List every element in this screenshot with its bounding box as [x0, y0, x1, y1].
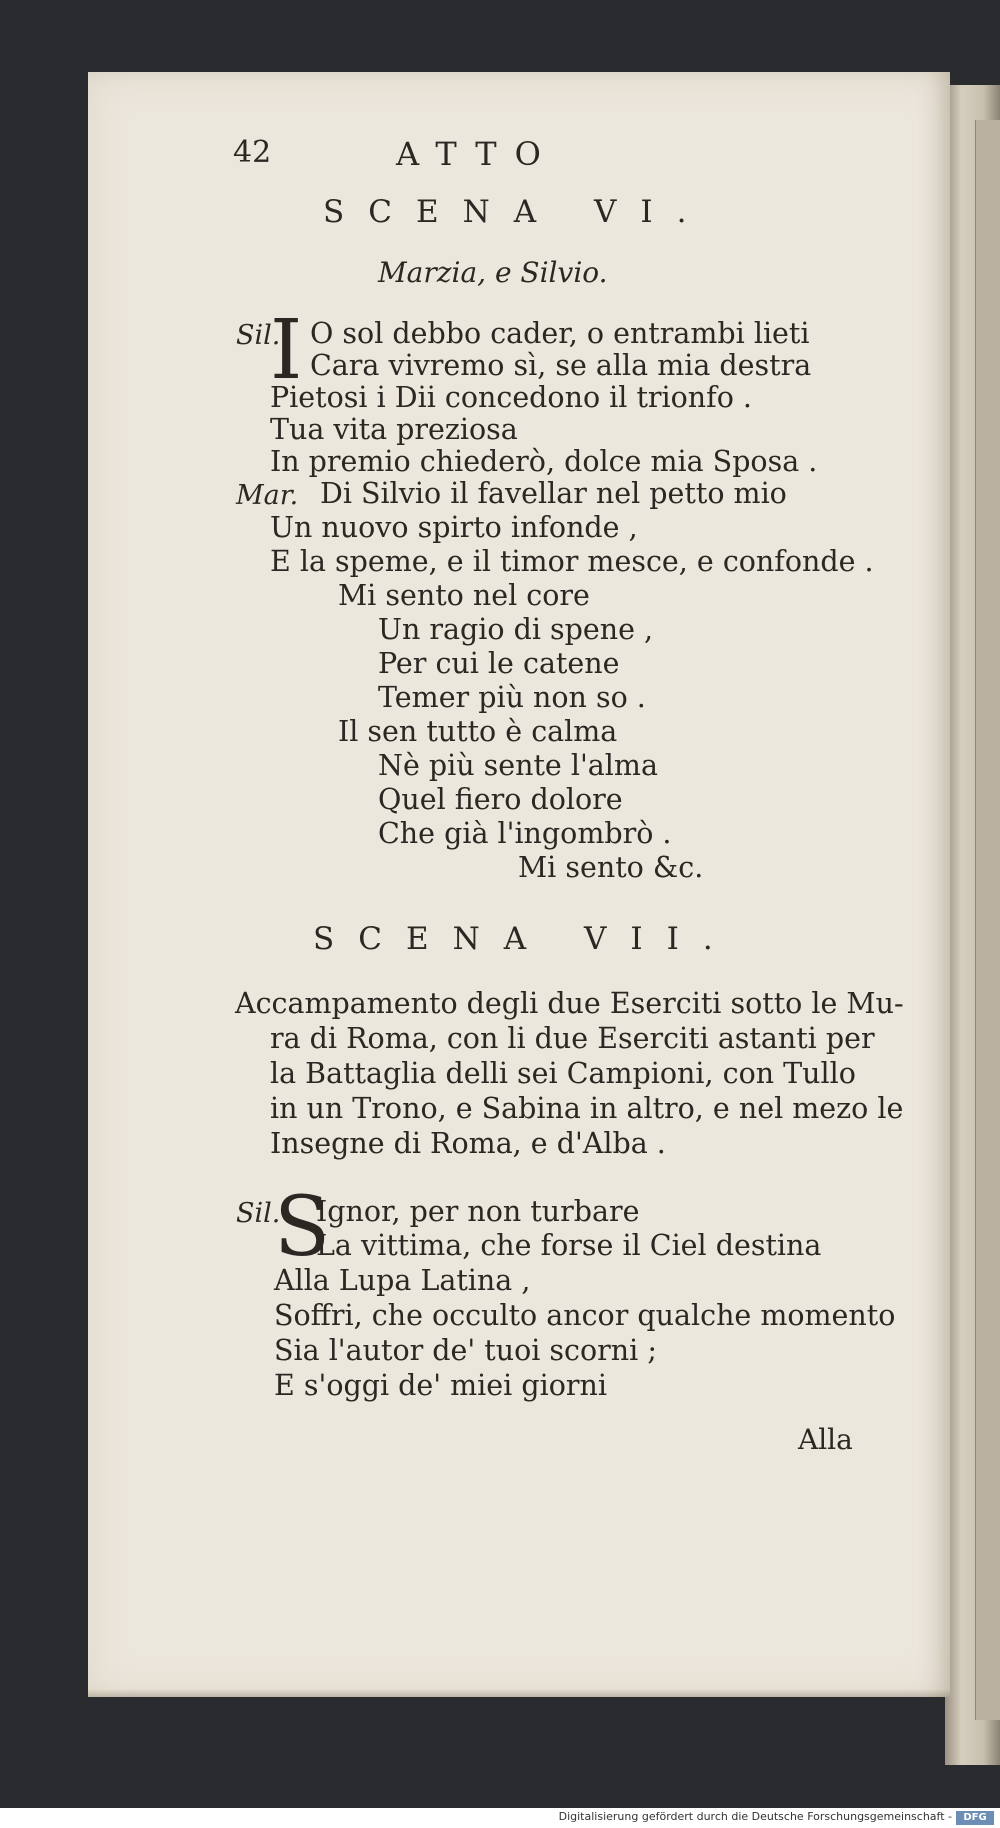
book-page: [88, 72, 950, 1697]
verse-line: E la speme, e il timor mesce, e confonde .: [270, 545, 874, 578]
stage-direction-line: la Battaglia delli sei Campioni, con Tullo: [270, 1057, 856, 1090]
speaker-label: Sil.: [236, 320, 281, 351]
verse-line: Pietosi i Dii concedono il trionfo .: [270, 381, 752, 414]
digitization-credit: Digitalisierung gefördert durch die Deutsche Forschungsgemeinschaft -: [558, 1810, 952, 1823]
verse-line: Ignor, per non turbare: [316, 1195, 640, 1228]
scene-title: SCENA VI.: [323, 194, 711, 230]
facing-page-edge: [975, 120, 1000, 1720]
verse-line: Tua vita preziosa: [270, 413, 518, 446]
drop-capital: S: [274, 1180, 331, 1275]
speaker-label: Mar.: [236, 480, 299, 511]
running-header: ATTO: [396, 135, 559, 173]
catchword: Alla: [798, 1423, 853, 1456]
verse-line: E s'oggi de' miei giorni: [274, 1369, 607, 1402]
aria-line: Un ragio di spene ,: [378, 613, 654, 646]
verse-line: La vittima, che forse il Ciel destina: [316, 1229, 822, 1262]
verse-line: Sia l'autor de' tuoi scorni ;: [274, 1334, 657, 1367]
drop-capital: I: [270, 303, 303, 398]
stage-direction-line: Insegne di Roma, e d'Alba .: [270, 1127, 666, 1160]
page-number: 42: [233, 135, 272, 170]
aria-line: Temer più non so .: [378, 681, 646, 714]
aria-line: Il sen tutto è calma: [338, 715, 618, 748]
aria-line: Mi sento nel core: [338, 579, 590, 612]
dfg-logo: DFG: [956, 1811, 994, 1825]
aria-line: Nè più sente l'alma: [378, 749, 658, 782]
aria-line: Che già l'ingombrò .: [378, 817, 672, 850]
stage-direction-line: ra di Roma, con li due Eserciti astanti per: [270, 1022, 875, 1055]
scene-persons: Marzia, e Silvio.: [378, 256, 608, 289]
stage-direction-line: Accampamento degli due Eserciti sotto le Mu-: [235, 987, 904, 1020]
speaker-label: Sil.: [236, 1198, 281, 1229]
aria-line: Quel fiero dolore: [378, 783, 623, 816]
verse-line: Un nuovo spirto infonde ,: [270, 511, 638, 544]
scene-title: SCENA VII.: [313, 921, 737, 957]
verse-line: In premio chiederò, dolce mia Sposa .: [270, 445, 818, 478]
verse-line: Soffri, che occulto ancor qualche momento: [274, 1299, 896, 1332]
verse-line: Cara vivremo sì, se alla mia destra: [310, 349, 812, 382]
verse-line: O sol debbo cader, o entrambi lieti: [310, 317, 810, 350]
verse-line: Di Silvio il favellar nel petto mio: [320, 477, 787, 510]
aria-da-capo: Mi sento &c.: [518, 851, 704, 884]
aria-line: Per cui le catene: [378, 647, 620, 680]
stage-direction-line: in un Trono, e Sabina in altro, e nel mezo le: [270, 1092, 904, 1125]
verse-line: Alla Lupa Latina ,: [274, 1264, 531, 1297]
